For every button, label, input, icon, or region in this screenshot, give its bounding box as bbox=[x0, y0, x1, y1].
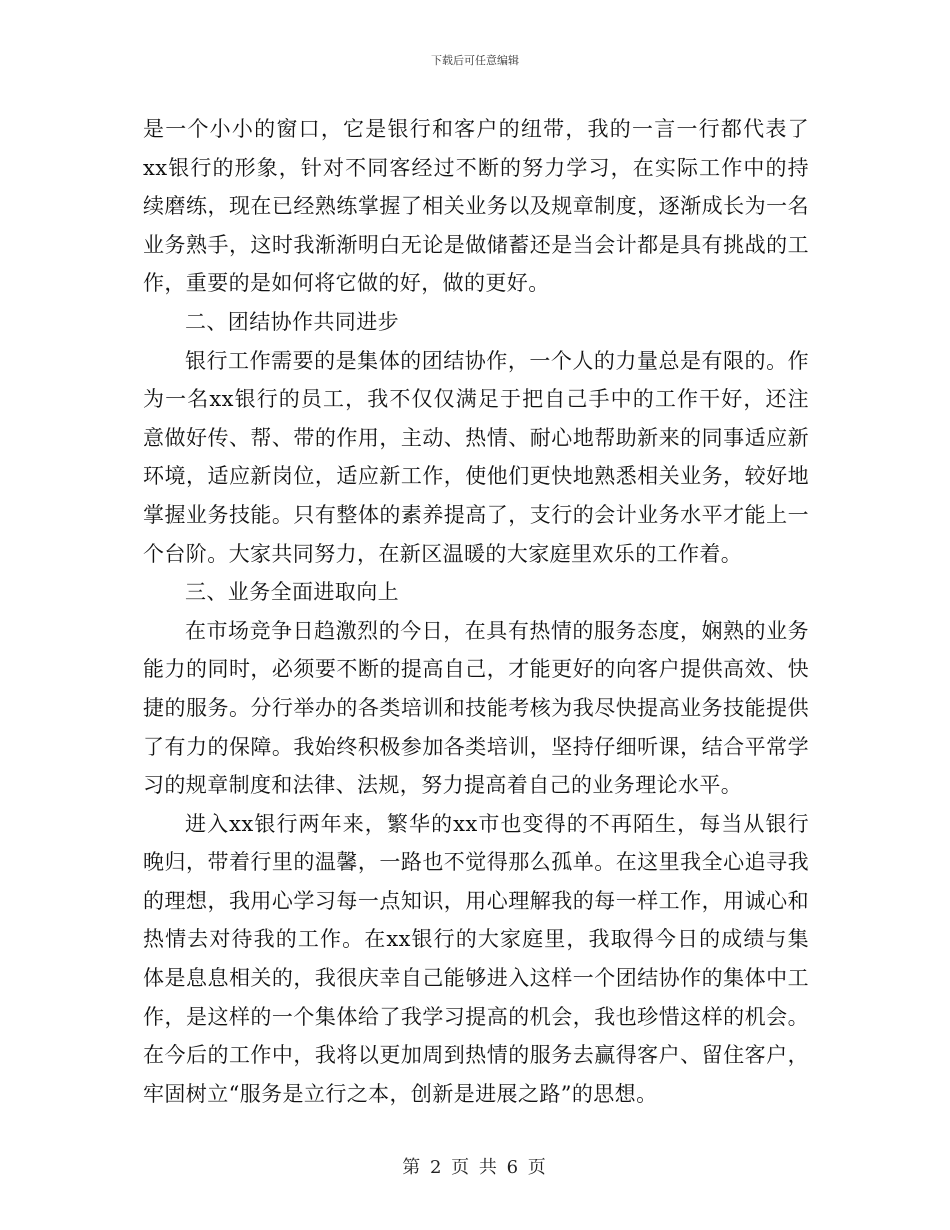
paragraph-3: 银行工作需要的是集体的团结协作，一个人的力量总是有限的。作为一名xx银行的员工，我不仅仅满足于把自己手中的工作干好，还注意做好传、帮、带的作用，主动、热情、耐心地帮助新来的同事适应新环境，适应新岗位，适应新工作，使他们更快地熟悉相关业务，较好地掌握业务技能。只有整体的素养提高了，支行的会计业务水平才能上一个台阶。大家共同努力，在新区温暖的大家庭里欢乐的工作着。 bbox=[143, 348, 809, 566]
document-body bbox=[143, 110, 809, 1113]
section-heading-3: 三、业务全面进取向上 bbox=[185, 580, 399, 605]
page-number-footer: 第 2 页 共 6 页 bbox=[402, 1157, 548, 1178]
section-heading-2: 二、团结协作共同进步 bbox=[185, 309, 399, 334]
paragraph-5: 在市场竞争日趋激烈的今日，在具有热情的服务态度，娴熟的业务能力的同时，必须要不断的提高自己，才能更好的向客户提供高效、快捷的服务。分行举办的各类培训和技能考核为我尽快提高业务技能提供了有力的保障。我始终积极参加各类培训，坚持仔细听课，结合平常学习的规章制度和法律、法规，努力提高着自己的业务理论水平。 bbox=[143, 618, 809, 798]
paragraph-1: 是一个小小的窗口，它是银行和客户的纽带，我的一言一行都代表了xx银行的形象，针对不同客经过不断的努力学习，在实际工作中的持续磨练，现在已经熟练掌握了相关业务以及规章制度，逐渐成长为一名业务熟手，这时我渐渐明白无论是做储蓄还是当会计都是具有挑战的工作，重要的是如何将它做的好，做的更好。 bbox=[143, 117, 809, 296]
paragraph-6: 进入xx银行两年来，繁华的xx市也变得的不再陌生，每当从银行晚归，带着行里的温馨，一路也不觉得那么孤单。在这里我全心追寻我的理想，我用心学习每一点知识，用心理解我的每一样工作，用诚心和热情去对待我的工作。在xx银行的大家庭里，我取得今日的成绩与集体是息息相关的，我很庆幸自己能够进入这样一个团结协作的集体中工作，是这样的一个集体给了我学习提高的机会，我也珍惜这样的机会。在今后的工作中，我将以更加周到热情的服务去赢得客户、留住客户，牢固树立“服务是立行之本，创新是进展之路”的思想。 bbox=[143, 811, 809, 1106]
page-header: 下载后可任意编辑 bbox=[431, 54, 519, 67]
